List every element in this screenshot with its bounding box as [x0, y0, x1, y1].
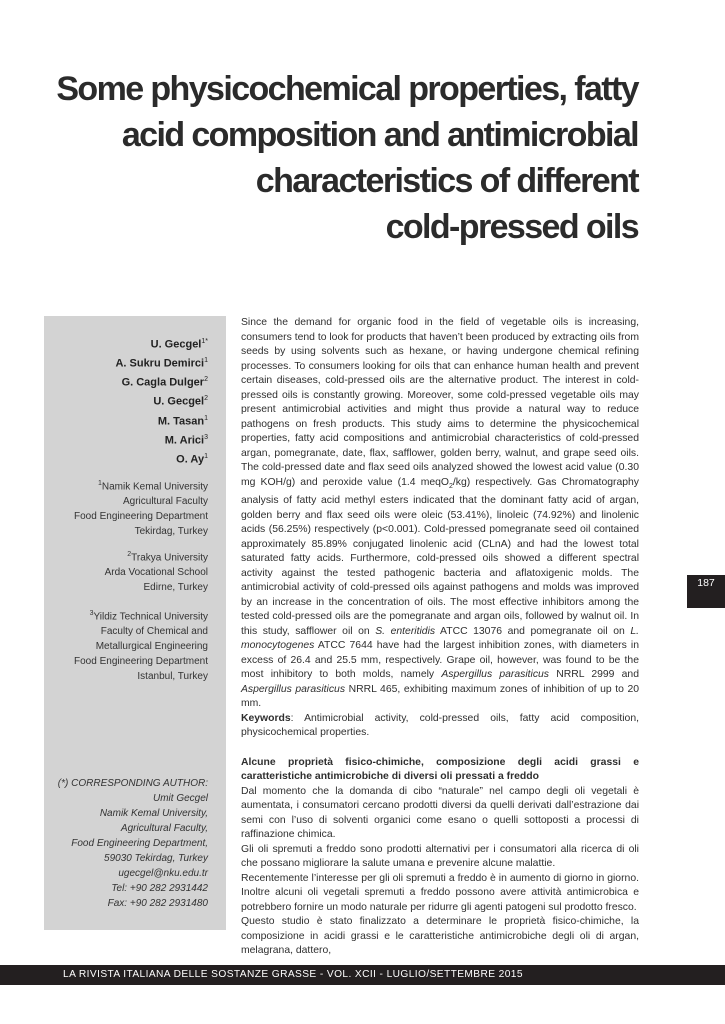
- page-number: 187: [687, 575, 725, 608]
- title-line-2: acid composition and antimicrobial: [121, 116, 638, 154]
- affiliation-1: $^1$Namik Kemal University Agricultural Faculty Food Engineering Department Tekirdag, Turkey: [74, 480, 208, 538]
- italian-paragraph: Recentemente l’interesse per gli oli spremuti a freddo è in aumento di giorno in giorno. Inoltre alcuni oli vegetali spremuti a freddo possono avere attività antimicrobica e potrebbero fornire un modo naturale per ridurre gli agenti patogeni sul prodotto fresco.: [241, 872, 639, 913]
- author: M. Tasan$^1$: [157, 414, 208, 428]
- author: U. Gecgel$^2$: [153, 395, 208, 409]
- keywords: Keywords: Antimicrobial activity, cold-pressed oils, fatty acid composition, physicochemical properties.: [241, 712, 639, 739]
- author: G. Cagla Dulger$^2$: [121, 376, 208, 389]
- article-body: [241, 316, 639, 959]
- abstract-paragraph: Since the demand for organic food in the field of vegetable oils is increasing, consumers tend to look for products that haven’t been produced by extracting oils from seeds by using solvents such as hexane, or having undergone chemical refining processes. To consumers looking for oils that can enhance human health and prevent certain diseases, cold-pressed oils are the alternative product. The interest in cold-pressed oils is constantly growing. Moreover, some cold-pressed vegetable oils may present antimicrobial activities and might thus provide a natural way to reduce pathogens on fresh products. This study aims to determine the physicochemical properties, fatty acid compositions and antimicrobial characteristics of cold-pressed argan, pomegranate, date, flax, safflower, golden berry, walnut, and grape seed oils. The cold-pressed date and flax seed oils analyzed showed the lowest acid value (0.30 mg KOH/g) and peroxide value (1.4 meqO$_2$/kg) respectively. Gas Chromatography analysis of fatty acid methyl esters indicated that the dominant fatty acid of argan, golden berry and flax seed oils were oleic (53.41%), linoleic (74.92%) and linolenic acids (56.25%) respectively (p<0.001). Cold-pressed pomegranate seed oil contained approximately 85.89% conjugated linolenic acid (CLnA) and had the lowest total saturated fatty acids. Furthermore, cold-pressed oils showed a different spectral activity against the tested pathogenic bacteria and aflatoxigenic molds. The antimicrobial activity of cold-pressed oils against pathogens and molds was improved by an increase in the concentration of oils. The most effective inhibitors among the tested cold-pressed oils are the pomegranate and argan oils, followed by walnut oil. In this study, safflower oil on S. enteritidis ATCC 13076 and pomegranate oil on L. monocytogenes ATCC 7644 have had the largest inhibition zones, with diameters in excess of 26.4 and 25.5 mm, respectively. Grape oil, however, was found to be the most inhibitory to both molds, namely Aspergillus parasiticus NRRL 2999 and Aspergillus parasiticus NRRL 465, exhibiting maximum zones of inhibition of up to 20 mm.: [241, 317, 640, 710]
- email-link[interactable]: ugecgel@nku.edu.tr: [118, 868, 208, 879]
- italian-paragraph: Dal momento che la domanda di cibo “naturale” nel campo degli oli vegetali è aumentata, i consumatori cercano prodotti diversi da quelli derivati dall’estrazione dai semi con l’uso di solventi organici come esano o quelli sottoposti a processi di raffinazione chimica.: [241, 785, 639, 841]
- author: A. Sukru Demirci$^1$: [115, 357, 208, 370]
- journal-footer: LA RIVISTA ITALIANA DELLE SOSTANZE GRASSE - VOL. XCII - LUGLIO/SETTEMBRE 2015: [0, 965, 725, 985]
- article-title: [40, 66, 638, 250]
- corresponding-author: (*) CORRESPONDING AUTHOR: Umit Gecgel Namik Kemal University, Agricultural Faculty, Food Engineering Department, 59030 Tekirdag, Turkey ugecgel@nku.edu.tr Tel: +90 282 2931442 Fax: +90 282 2931480: [30, 776, 208, 911]
- affiliation-3: $^3$Yildiz Technical University Faculty of Chemical and Metallurgical Engineering Food Engineering Department Istanbul, Turkey: [74, 610, 208, 683]
- italian-title: Alcune proprietà fisico-chimiche, composizione degli acidi grassi e caratteristiche antimicrobiche di diversi oli pressati a freddo: [241, 756, 639, 783]
- italian-paragraph: Questo studio è stato finalizzato a determinare le proprietà fisico-chimiche, la composizione in acidi grassi e le caratteristiche antimicrobiche degli oli di argan, melagrana, dattero,: [241, 916, 639, 957]
- author: M. Arici$^3$: [164, 433, 208, 447]
- title-line-3: characteristics of different: [255, 162, 638, 200]
- title-line-4: cold-pressed oils: [385, 208, 638, 246]
- author: O. Ay$^1$: [176, 452, 208, 466]
- affiliation-2: $^2$Trakya University Arda Vocational School Edirne, Turkey: [104, 551, 208, 594]
- author: U. Gecgel$^{1*}$: [150, 338, 208, 351]
- title-line-1: Some physicochemical properties, fatty: [56, 70, 638, 108]
- author-list: [38, 334, 208, 468]
- italian-paragraph: Gli oli spremuti a freddo sono prodotti alternativi per i consumatori alla ricerca di oli che possano migliorare la salute umana e prevenire alcune malattie.: [241, 843, 639, 870]
